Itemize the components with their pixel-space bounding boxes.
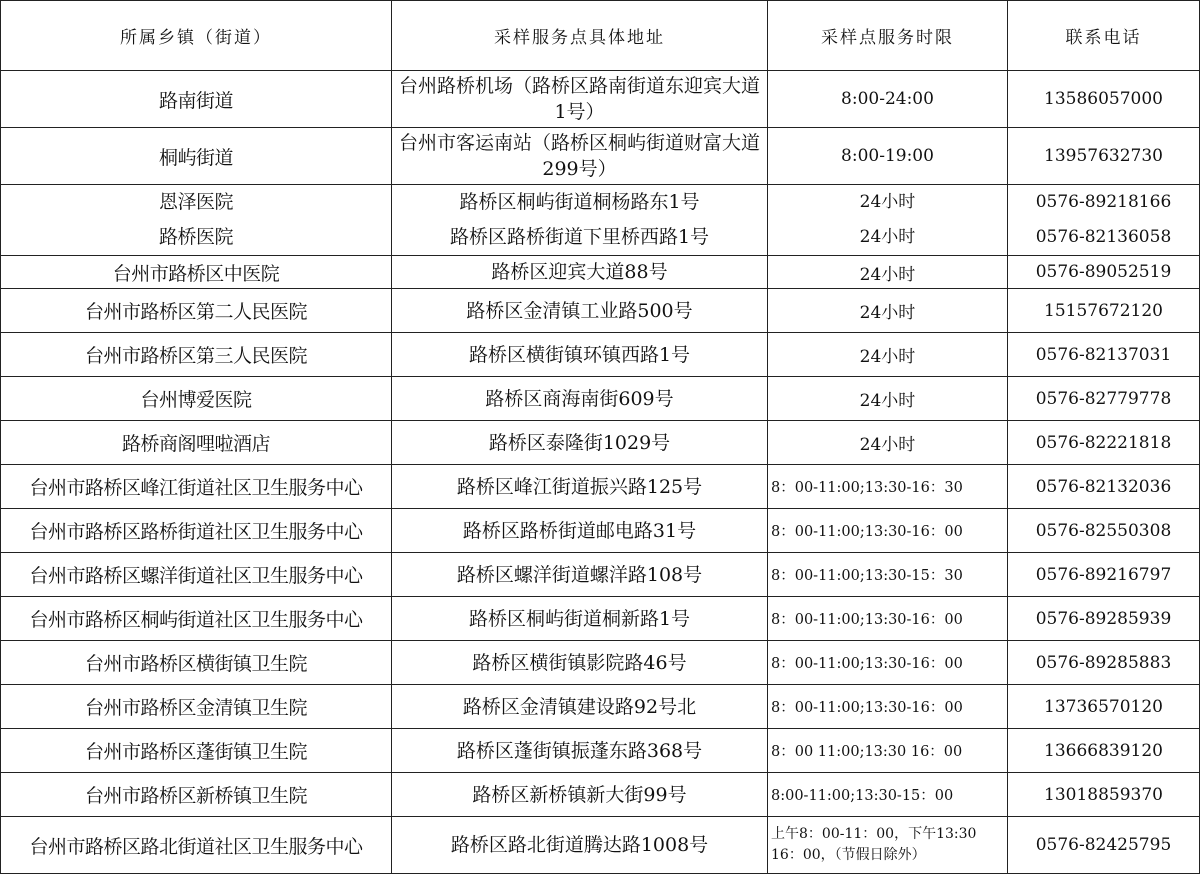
address-line: 路桥区桐屿街道桐杨路东1号	[459, 191, 700, 213]
table-row	[1, 377, 1200, 421]
address-cell: 路桥区迎宾大道88号	[392, 256, 768, 289]
town-cell: 台州市路桥区峰江街道社区卫生服务中心	[1, 465, 392, 509]
hours-cell: 8:00-19:00	[768, 128, 1008, 185]
phone-cell: 0576-82137031	[1008, 333, 1200, 377]
table-row	[1, 685, 1200, 729]
table-row	[1, 465, 1200, 509]
phone-cell: 0576-82779778	[1008, 377, 1200, 421]
address-line: 路桥区路桥街道下里桥西路1号	[449, 226, 710, 248]
hours-cell: 8:00-24:00	[768, 71, 1008, 128]
address-cell: 路桥区螺洋街道螺洋路108号	[392, 553, 768, 597]
town-cell: 台州市路桥区新桥镇卫生院	[1, 773, 392, 817]
header-hours: 采样点服务时限	[768, 1, 1008, 71]
table-row	[1, 729, 1200, 773]
table-row	[1, 421, 1200, 465]
phone-cell: 0576-89216797	[1008, 553, 1200, 597]
phone-cell: 0576-82425795	[1008, 817, 1200, 874]
hours-cell: 8：00-11:00;13:30-16：00	[768, 597, 1008, 641]
address-cell: 路桥区路北街道腾达路1008号	[392, 817, 768, 874]
address-cell: 路桥区峰江街道振兴路125号	[392, 465, 768, 509]
town-line: 恩泽医院	[158, 191, 233, 213]
town-cell: 台州市路桥区螺洋街道社区卫生服务中心	[1, 553, 392, 597]
table-row	[1, 289, 1200, 333]
town-cell: 台州博爱医院	[1, 377, 392, 421]
hours-cell: 24小时	[768, 256, 1008, 289]
hours-cell	[768, 185, 1008, 256]
phone-cell: 0576-89052519	[1008, 256, 1200, 289]
phone-cell: 13736570120	[1008, 685, 1200, 729]
address-cell: 路桥区横街镇影院路46号	[392, 641, 768, 685]
town-cell: 台州市路桥区桐屿街道社区卫生服务中心	[1, 597, 392, 641]
town-cell: 台州市路桥区路桥街道社区卫生服务中心	[1, 509, 392, 553]
address-cell: 台州路桥机场（路桥区路南街道东迎宾大道1号）	[392, 71, 768, 128]
hours-cell: 8：00-11:00;13:30-16：30	[768, 465, 1008, 509]
table-row	[1, 256, 1200, 289]
phone-cell: 13586057000	[1008, 71, 1200, 128]
phone-cell: 0576-82550308	[1008, 509, 1200, 553]
hours-cell: 8：00 11:00;13:30 16：00	[768, 729, 1008, 773]
hours-cell: 24小时	[768, 421, 1008, 465]
hours-line: 24小时	[859, 192, 916, 212]
table-row	[1, 128, 1200, 185]
town-line: 路桥医院	[158, 226, 233, 248]
hours-line: 24小时	[859, 227, 916, 247]
table-row	[1, 71, 1200, 128]
phone-cell	[1008, 185, 1200, 256]
town-cell: 路桥商阁哩啦酒店	[1, 421, 392, 465]
hours-cell: 24小时	[768, 333, 1008, 377]
hours-cell: 上午8：00-11：00，下午13:30 16：00，（节假日除外）	[768, 817, 1008, 874]
town-cell: 路南街道	[1, 71, 392, 128]
header-phone: 联系电话	[1008, 1, 1200, 71]
table-row	[1, 553, 1200, 597]
hours-cell: 8：00-11:00;13:30-15：30	[768, 553, 1008, 597]
phone-cell: 0576-82132036	[1008, 465, 1200, 509]
table-row	[1, 509, 1200, 553]
phone-cell: 13957632730	[1008, 128, 1200, 185]
table-row	[1, 597, 1200, 641]
address-cell: 路桥区蓬街镇振蓬东路368号	[392, 729, 768, 773]
address-cell: 路桥区商海南街609号	[392, 377, 768, 421]
address-cell: 路桥区金清镇工业路500号	[392, 289, 768, 333]
table-row	[1, 773, 1200, 817]
phone-cell: 0576-82221818	[1008, 421, 1200, 465]
address-cell: 路桥区金清镇建设路92号北	[392, 685, 768, 729]
hours-cell: 8：00-11:00;13:30-16：00	[768, 641, 1008, 685]
hours-cell: 24小时	[768, 289, 1008, 333]
phone-line: 0576-89218166	[1035, 192, 1172, 212]
town-cell: 台州市路桥区蓬街镇卫生院	[1, 729, 392, 773]
town-cell: 桐屿街道	[1, 128, 392, 185]
hours-cell: 8:00-11:00;13:30-15：00	[768, 773, 1008, 817]
phone-line: 0576-82136058	[1035, 227, 1172, 247]
town-cell: 台州市路桥区中医院	[1, 256, 392, 289]
phone-cell: 15157672120	[1008, 289, 1200, 333]
hours-cell: 8：00-11:00;13:30-16：00	[768, 685, 1008, 729]
address-cell	[392, 185, 768, 256]
phone-cell: 0576-89285939	[1008, 597, 1200, 641]
table-row	[1, 641, 1200, 685]
town-cell: 台州市路桥区第二人民医院	[1, 289, 392, 333]
table-row	[1, 817, 1200, 874]
town-cell: 台州市路桥区路北街道社区卫生服务中心	[1, 817, 392, 874]
header-town: 所属乡镇（街道）	[1, 1, 392, 71]
table-header-row	[1, 1, 1200, 71]
town-cell: 台州市路桥区金清镇卫生院	[1, 685, 392, 729]
address-cell: 路桥区泰隆街1029号	[392, 421, 768, 465]
address-cell: 路桥区横街镇环镇西路1号	[392, 333, 768, 377]
address-cell: 台州市客运南站（路桥区桐屿街道财富大道299号）	[392, 128, 768, 185]
phone-cell: 13018859370	[1008, 773, 1200, 817]
table-row-merged	[1, 185, 1200, 256]
address-cell: 路桥区路桥街道邮电路31号	[392, 509, 768, 553]
phone-cell: 0576-89285883	[1008, 641, 1200, 685]
hours-cell: 8：00-11:00;13:30-16：00	[768, 509, 1008, 553]
phone-cell: 13666839120	[1008, 729, 1200, 773]
town-cell	[1, 185, 392, 256]
header-address: 采样服务点具体地址	[392, 1, 768, 71]
town-cell: 台州市路桥区第三人民医院	[1, 333, 392, 377]
town-cell: 台州市路桥区横街镇卫生院	[1, 641, 392, 685]
address-cell: 路桥区桐屿街道桐新路1号	[392, 597, 768, 641]
hours-cell: 24小时	[768, 377, 1008, 421]
address-cell: 路桥区新桥镇新大街99号	[392, 773, 768, 817]
table-row	[1, 333, 1200, 377]
